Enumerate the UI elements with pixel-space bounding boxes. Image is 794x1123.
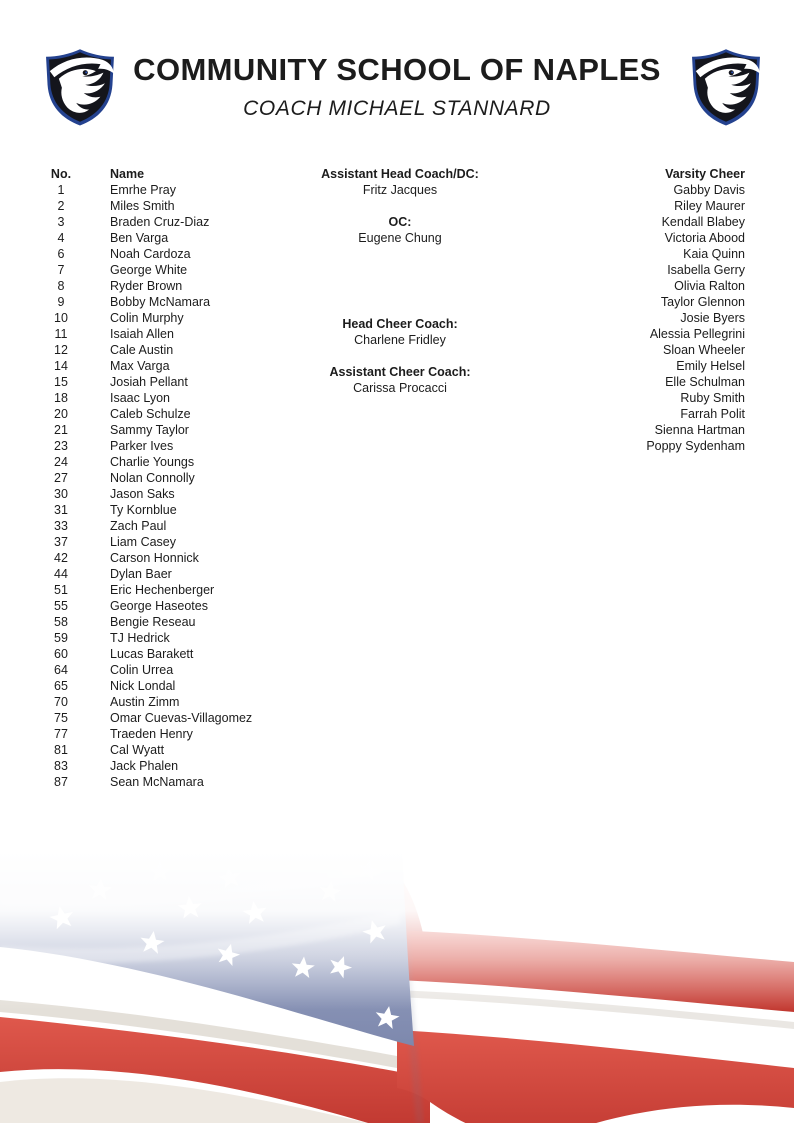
player-name: Sean McNamara	[110, 775, 204, 789]
table-row	[40, 358, 252, 374]
table-row	[40, 566, 252, 582]
player-name: Isaiah Allen	[110, 327, 174, 341]
player-name: Max Varga	[110, 359, 170, 373]
table-row	[40, 502, 252, 518]
coach-name: Fritz Jacques	[362, 183, 438, 197]
table-row	[40, 342, 252, 358]
player-number: 44	[54, 567, 68, 581]
player-number: 81	[54, 743, 68, 757]
eagle-shield-icon	[688, 47, 764, 127]
player-number: 24	[54, 455, 68, 469]
coach-name: Carissa Procacci	[353, 381, 447, 395]
player-name: Isaac Lyon	[110, 391, 170, 405]
number-column-header: No.	[50, 167, 72, 181]
player-name: Ben Varga	[110, 231, 169, 245]
player-number: 18	[54, 391, 68, 405]
coach-name: Eugene Chung	[358, 231, 442, 245]
page-title: COMMUNITY SCHOOL OF NAPLES	[133, 52, 661, 87]
table-row	[40, 550, 252, 566]
cheer-section-title: Varsity Cheer	[665, 167, 745, 181]
player-name: Dylan Baer	[110, 567, 172, 581]
cheer-member-name: Gabby Davis	[673, 183, 745, 197]
player-name: Parker Ives	[110, 439, 174, 453]
player-number: 42	[54, 551, 68, 565]
player-name: Charlie Youngs	[110, 455, 195, 469]
player-number: 51	[54, 583, 68, 597]
table-row	[40, 758, 252, 774]
player-number: 14	[54, 359, 68, 373]
player-number: 87	[54, 775, 68, 789]
player-name: Omar Cuevas-Villagomez	[110, 711, 253, 725]
table-row	[40, 326, 252, 342]
cheer-member-name: Kaia Quinn	[683, 247, 745, 261]
table-row	[40, 294, 252, 310]
player-number: 20	[54, 407, 68, 421]
name-column-header: Name	[110, 167, 145, 181]
player-number: 64	[54, 663, 68, 677]
cheer-member-name: Emily Helsel	[676, 359, 745, 373]
cheer-member-name: Sienna Hartman	[654, 423, 745, 437]
table-row	[40, 198, 252, 214]
title-block	[110, 52, 684, 121]
cheer-member-name: Isabella Gerry	[667, 263, 745, 277]
eagle-shield-icon	[42, 47, 118, 127]
table-row	[40, 518, 252, 534]
player-name: Nick Londal	[110, 679, 176, 693]
player-roster-table	[40, 166, 252, 790]
player-number: 59	[54, 631, 68, 645]
player-name: Cale Austin	[110, 343, 174, 357]
player-number: 4	[57, 231, 65, 245]
coach-name: Charlene Fridley	[354, 333, 446, 347]
table-row	[40, 246, 252, 262]
player-number: 7	[57, 263, 65, 277]
player-name: Caleb Schulze	[110, 407, 191, 421]
player-number: 83	[54, 759, 68, 773]
player-name: Zach Paul	[110, 519, 167, 533]
table-row	[40, 774, 252, 790]
table-row	[40, 310, 252, 326]
player-name: Josiah Pellant	[110, 375, 188, 389]
player-name: Liam Casey	[110, 535, 176, 549]
coach-role-label: Head Cheer Coach:	[342, 317, 458, 331]
roster-header-row	[40, 166, 252, 182]
player-number: 9	[57, 295, 65, 309]
coach-role-label: Assistant Cheer Coach:	[329, 365, 471, 379]
player-number: 58	[54, 615, 68, 629]
coach-role-label: Assistant Head Coach/DC:	[321, 167, 479, 181]
player-name: Ryder Brown	[110, 279, 183, 293]
table-row	[40, 662, 252, 678]
coach-entry	[280, 166, 520, 198]
table-row	[40, 438, 252, 454]
player-number: 27	[54, 471, 68, 485]
table-row	[40, 486, 252, 502]
player-number: 2	[57, 199, 65, 213]
player-name: Eric Hechenberger	[110, 583, 215, 597]
coaching-staff-section	[280, 166, 520, 406]
player-number: 77	[54, 727, 68, 741]
table-row	[40, 710, 252, 726]
table-row	[40, 406, 252, 422]
table-row	[40, 182, 252, 198]
player-number: 8	[57, 279, 65, 293]
player-number: 30	[54, 487, 68, 501]
player-number: 33	[54, 519, 68, 533]
player-name: Bengie Reseau	[110, 615, 196, 629]
varsity-cheer-section	[646, 166, 745, 454]
player-name: Lucas Barakett	[110, 647, 194, 661]
player-name: George White	[110, 263, 188, 277]
player-name: Carson Honnick	[110, 551, 199, 565]
table-row	[40, 230, 252, 246]
american-flag-image	[0, 850, 794, 1123]
player-number: 37	[54, 535, 68, 549]
player-number: 1	[57, 183, 65, 197]
player-name: Colin Urrea	[110, 663, 174, 677]
player-name: Ty Kornblue	[110, 503, 177, 517]
player-name: George Haseotes	[110, 599, 208, 613]
table-row	[40, 630, 252, 646]
table-row	[40, 742, 252, 758]
player-number: 10	[54, 311, 68, 325]
coach-entry	[280, 316, 520, 348]
table-row	[40, 598, 252, 614]
player-name: Noah Cardoza	[110, 247, 191, 261]
player-number: 60	[54, 647, 68, 661]
player-name: Miles Smith	[110, 199, 175, 213]
player-name: Bobby McNamara	[110, 295, 211, 309]
player-name: Sammy Taylor	[110, 423, 189, 437]
cheer-member-name: Victoria Abood	[664, 231, 745, 245]
player-number: 21	[54, 423, 68, 437]
player-number: 15	[54, 375, 68, 389]
cheer-list	[646, 182, 745, 454]
player-name: Emrhe Pray	[110, 183, 176, 197]
cheer-member-name: Farrah Polit	[680, 407, 745, 421]
player-number: 75	[54, 711, 68, 725]
table-row	[40, 390, 252, 406]
cheer-member-name: Taylor Glennon	[660, 295, 745, 309]
coach-role-label: OC:	[388, 215, 412, 229]
table-row	[40, 534, 252, 550]
table-row	[40, 214, 252, 230]
table-row	[40, 454, 252, 470]
page-subtitle: COACH MICHAEL STANNARD	[243, 97, 551, 120]
coach-entry	[280, 364, 520, 396]
player-name: TJ Hedrick	[110, 631, 170, 645]
player-name: Jack Phalen	[110, 759, 179, 773]
table-row	[40, 646, 252, 662]
table-row	[40, 374, 252, 390]
table-row	[40, 422, 252, 438]
table-row	[40, 262, 252, 278]
table-row	[40, 694, 252, 710]
player-number: 55	[54, 599, 68, 613]
cheer-member-name: Sloan Wheeler	[663, 343, 745, 357]
table-row	[40, 726, 252, 742]
cheer-member-name: Olivia Ralton	[674, 279, 745, 293]
player-name: Traeden Henry	[110, 727, 193, 741]
player-number: 70	[54, 695, 68, 709]
player-name: Colin Murphy	[110, 311, 184, 325]
cheer-member-name: Ruby Smith	[680, 391, 745, 405]
cheer-member-name: Riley Maurer	[674, 199, 745, 213]
coach-entry	[280, 214, 520, 246]
cheer-member-name: Poppy Sydenham	[646, 439, 745, 453]
cheer-member-name: Kendall Blabey	[661, 215, 745, 229]
player-name: Cal Wyatt	[110, 743, 165, 757]
player-number: 6	[57, 247, 65, 261]
table-row	[40, 614, 252, 630]
roster-table-body	[40, 182, 252, 790]
player-number: 31	[54, 503, 68, 517]
player-number: 65	[54, 679, 68, 693]
cheer-member-name: Alessia Pellegrini	[649, 327, 745, 341]
table-row	[40, 278, 252, 294]
cheer-member-name: Josie Byers	[680, 311, 745, 325]
player-name: Jason Saks	[110, 487, 175, 501]
player-name: Nolan Connolly	[110, 471, 195, 485]
table-row	[40, 678, 252, 694]
player-number: 3	[57, 215, 65, 229]
player-name: Austin Zimm	[110, 695, 180, 709]
player-number: 12	[54, 343, 68, 357]
player-name: Braden Cruz-Diaz	[110, 215, 210, 229]
player-number: 11	[54, 327, 68, 341]
table-row	[40, 582, 252, 598]
table-row	[40, 470, 252, 486]
player-number: 23	[54, 439, 68, 453]
cheer-member-name: Elle Schulman	[665, 375, 745, 389]
